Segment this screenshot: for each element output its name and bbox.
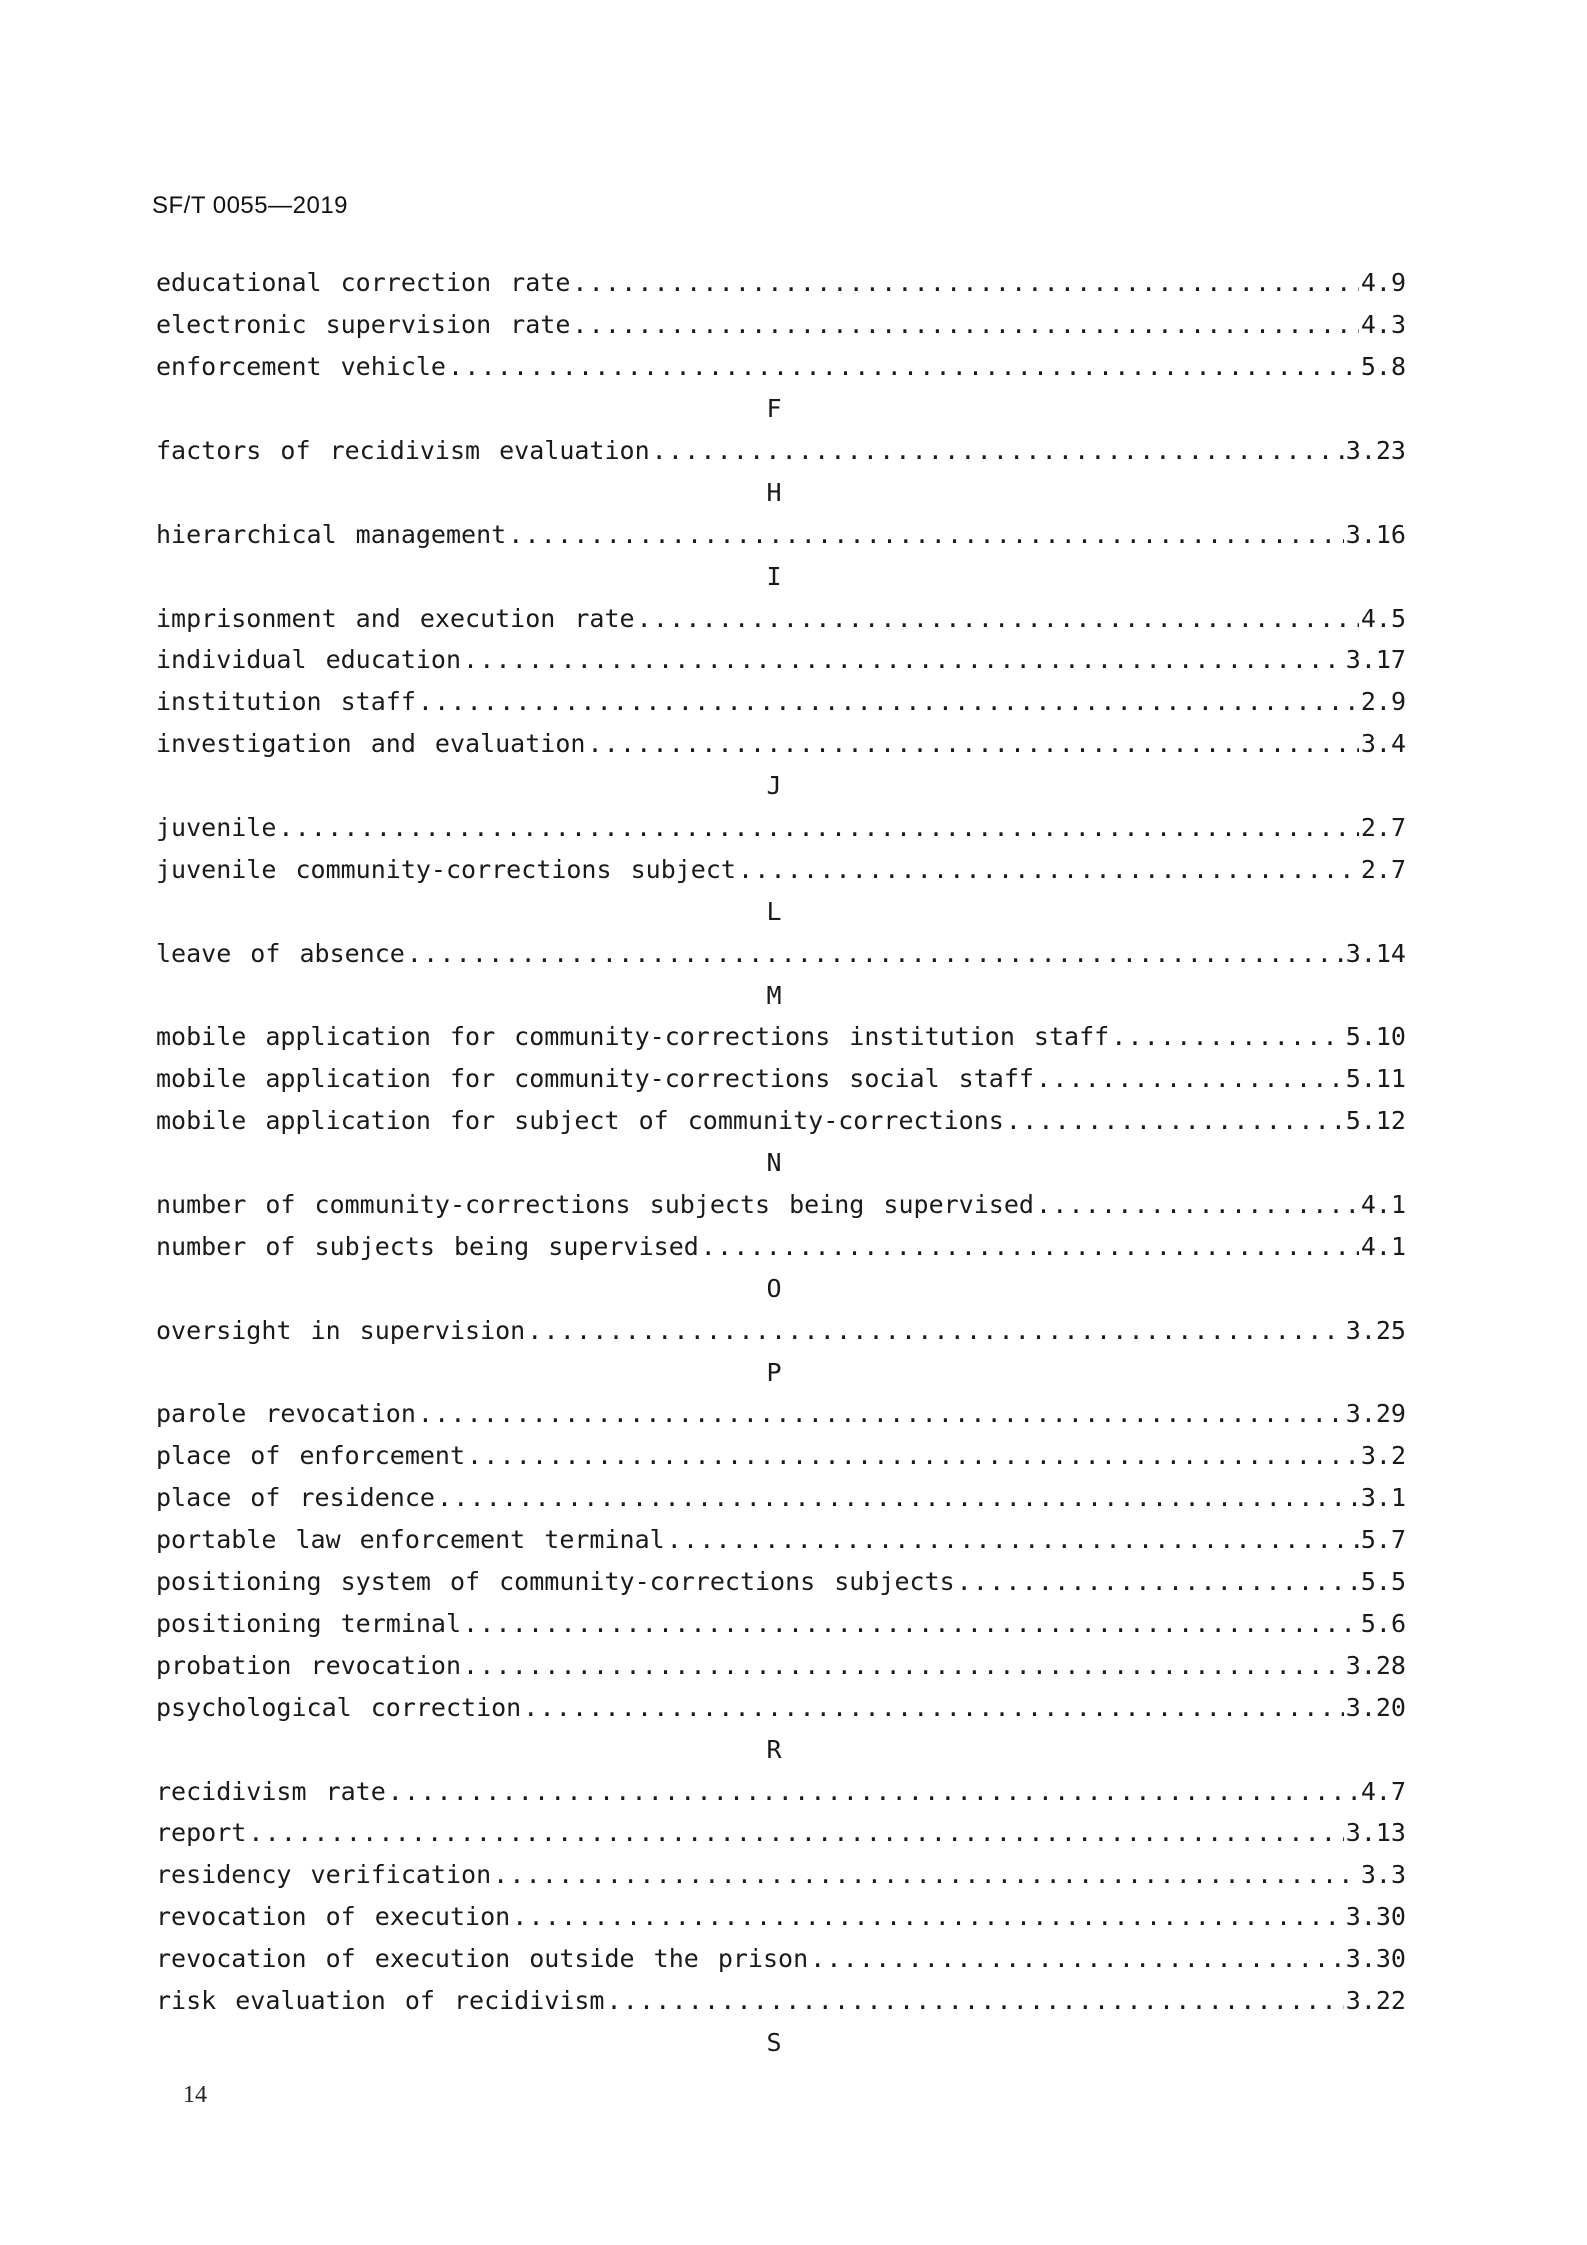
index-letter-heading: F (766, 394, 782, 424)
index-reference: 3.22 (1345, 1985, 1406, 2015)
index-entry (156, 723, 1406, 765)
index-entry (156, 932, 1406, 974)
dot-leader (512, 1902, 1344, 1931)
index-reference: 3.20 (1345, 1692, 1406, 1722)
index-reference: 4.9 (1360, 268, 1406, 298)
index-reference: 5.7 (1360, 1525, 1406, 1555)
index-reference: 5.6 (1360, 1608, 1406, 1638)
index-reference: 3.28 (1345, 1650, 1406, 1680)
index-reference: 3.2 (1360, 1441, 1406, 1471)
index-entry (156, 1477, 1406, 1519)
index-reference: 3.17 (1345, 645, 1406, 675)
index-term: place of residence (156, 1483, 435, 1513)
dot-leader (248, 1818, 1343, 1847)
index-letter-heading: L (766, 896, 782, 926)
index-term: oversight in supervision (156, 1315, 526, 1345)
index-entry (156, 1016, 1406, 1058)
index-entry (156, 1393, 1406, 1435)
index-entry (156, 1686, 1406, 1728)
document-id-header: SF/T 0055—2019 (152, 192, 349, 219)
index-entry (156, 1058, 1406, 1100)
index-reference: 4.7 (1360, 1776, 1406, 1806)
index-term: leave of absence (156, 938, 405, 968)
index-reference: 4.1 (1360, 1231, 1406, 1261)
dot-leader (667, 1525, 1359, 1554)
dot-leader (463, 1609, 1359, 1638)
dot-leader (607, 1986, 1344, 2015)
index-reference: 5.5 (1360, 1567, 1406, 1597)
index-term: number of community-corrections subjects being supervised (156, 1190, 1034, 1220)
index-letter-heading: J (766, 771, 782, 801)
index-term: risk evaluation of recidivism (156, 1985, 605, 2015)
index-reference: 5.8 (1360, 352, 1406, 382)
index-term: individual education (156, 645, 462, 675)
dot-leader (701, 1232, 1359, 1261)
index-term: revocation of execution outside the prison (156, 1944, 809, 1974)
index-reference: 3.30 (1345, 1944, 1406, 1974)
dot-leader (418, 687, 1359, 716)
dot-leader (1006, 1106, 1344, 1135)
index-term: investigation and evaluation (156, 729, 586, 759)
dot-leader (587, 729, 1358, 758)
index-term: psychological correction (156, 1692, 522, 1722)
index-entry (156, 1309, 1406, 1351)
dot-leader (437, 1483, 1359, 1512)
index-entry (156, 1938, 1406, 1980)
index-term: juvenile community-corrections subject (156, 854, 736, 884)
index-entry (156, 1603, 1406, 1645)
index-letter-heading: O (766, 1273, 782, 1303)
dot-leader (523, 1693, 1344, 1722)
index-term: portable law enforcement terminal (156, 1525, 665, 1555)
index-term: probation revocation (156, 1650, 462, 1680)
index-reference: 4.1 (1360, 1190, 1406, 1220)
index-reference: 3.16 (1345, 519, 1406, 549)
index-term: parole revocation (156, 1399, 416, 1429)
dot-leader (652, 436, 1344, 465)
dot-leader (810, 1944, 1344, 1973)
index-entry (156, 346, 1406, 388)
index-reference: 3.4 (1360, 729, 1406, 759)
index-letter-heading: S (766, 2027, 782, 2057)
index-entry (156, 1770, 1406, 1812)
index-entry (156, 1435, 1406, 1477)
index-term: hierarchical management (156, 519, 507, 549)
index-letter-heading: H (766, 477, 782, 507)
index-reference: 5.11 (1345, 1064, 1406, 1094)
index-entry (156, 1644, 1406, 1686)
index-term: electronic supervision rate (156, 310, 571, 340)
index-term: place of enforcement (156, 1441, 466, 1471)
page-number: 14 (183, 2082, 207, 2108)
dot-leader (463, 1651, 1344, 1680)
index-reference: 5.10 (1345, 1022, 1406, 1052)
index-entry (156, 513, 1406, 555)
index-term: positioning system of community-corrections subjects (156, 1567, 955, 1597)
index-reference: 2.7 (1360, 813, 1406, 843)
dot-leader (957, 1567, 1359, 1596)
index-reference: 4.5 (1360, 603, 1406, 633)
index-reference: 3.23 (1345, 436, 1406, 465)
dot-leader (738, 855, 1359, 884)
index-term: enforcement vehicle (156, 352, 446, 382)
index-entry (156, 1561, 1406, 1603)
dot-leader (572, 310, 1358, 339)
dot-leader (637, 604, 1359, 633)
dot-leader (1036, 1190, 1359, 1219)
index-term: imprisonment and execution rate (156, 603, 635, 633)
index-entry (156, 1854, 1406, 1896)
index-letter-heading: R (766, 1734, 782, 1764)
index-reference: 3.25 (1345, 1315, 1406, 1345)
index-entry (156, 1896, 1406, 1938)
dot-leader (572, 268, 1358, 297)
index-entry (156, 262, 1406, 304)
index-term: number of subjects being supervised (156, 1231, 699, 1261)
dot-leader (508, 520, 1344, 549)
index-term: factors of recidivism evaluation (156, 436, 650, 465)
index-entry (156, 1100, 1406, 1142)
dot-leader (527, 1316, 1344, 1345)
index-term: institution staff (156, 687, 416, 717)
index-term: mobile application for subject of community-corrections (156, 1106, 1004, 1136)
index-reference: 3.29 (1345, 1399, 1406, 1429)
index-reference: 3.14 (1345, 938, 1406, 968)
index-term: educational correction rate (156, 268, 571, 298)
index-letter-heading: P (766, 1357, 782, 1387)
index-term: mobile application for community-corrections social staff (156, 1064, 1034, 1094)
dot-leader (1036, 1064, 1344, 1093)
index-term: juvenile (156, 813, 277, 843)
index-reference: 3.3 (1360, 1860, 1406, 1890)
index-entry (156, 1519, 1406, 1561)
index-list (156, 262, 1406, 2063)
index-reference: 3.13 (1345, 1818, 1406, 1848)
dot-leader (418, 1399, 1344, 1428)
index-term: revocation of execution (156, 1902, 511, 1932)
index-entry (156, 1225, 1406, 1267)
index-reference: 4.3 (1360, 310, 1406, 340)
index-letter-heading: M (766, 980, 782, 1010)
index-entry (156, 681, 1406, 723)
dot-leader (493, 1860, 1359, 1889)
index-reference: 2.9 (1360, 687, 1406, 717)
dot-leader (463, 645, 1344, 674)
index-term: positioning terminal (156, 1608, 462, 1638)
dot-leader (1111, 1022, 1344, 1051)
dot-leader (388, 1777, 1359, 1806)
index-entry (156, 430, 1406, 472)
dot-leader (467, 1441, 1359, 1470)
index-term: recidivism rate (156, 1776, 386, 1806)
dot-leader (448, 352, 1359, 381)
index-letter-heading: N (766, 1148, 782, 1178)
index-entry (156, 1812, 1406, 1854)
index-reference: 5.12 (1345, 1106, 1406, 1136)
index-term: mobile application for community-corrections institution staff (156, 1022, 1110, 1052)
index-term: report (156, 1818, 247, 1848)
index-reference: 3.30 (1345, 1902, 1406, 1932)
index-reference: 2.7 (1360, 854, 1406, 884)
index-entry (156, 1184, 1406, 1226)
index-entry (156, 639, 1406, 681)
index-entry (156, 848, 1406, 890)
index-entry (156, 597, 1406, 639)
index-entry (156, 1980, 1406, 2022)
index-letter-heading: I (766, 561, 782, 591)
dot-leader (407, 939, 1344, 968)
index-reference: 3.1 (1360, 1483, 1406, 1513)
index-entry (156, 304, 1406, 346)
index-entry (156, 807, 1406, 849)
dot-leader (278, 813, 1358, 842)
index-term: residency verification (156, 1860, 492, 1890)
